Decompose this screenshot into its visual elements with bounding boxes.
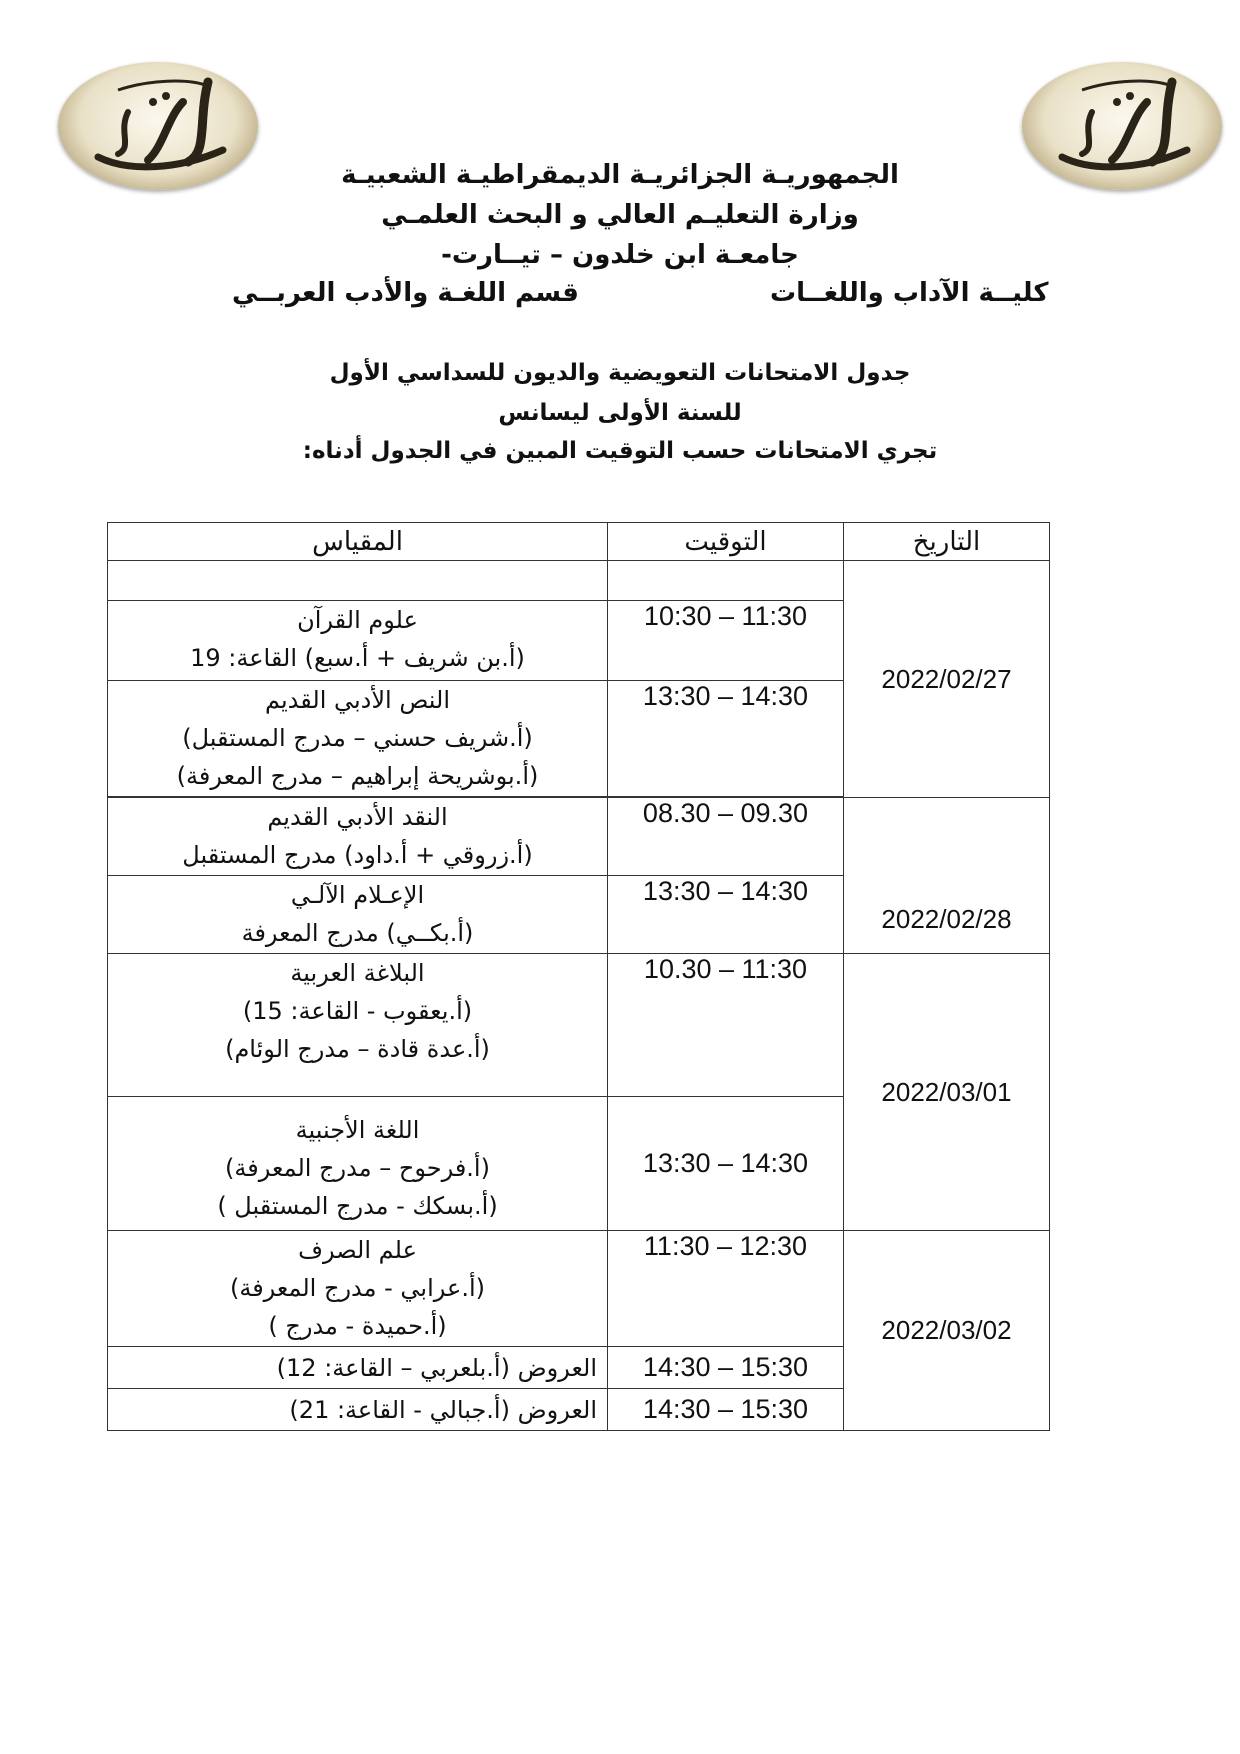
time-cell: 10.30 – 11:30 — [608, 954, 844, 1097]
subject-cell — [108, 1231, 608, 1347]
subject-title: علوم القرآن — [297, 606, 418, 634]
subject-cell — [108, 798, 608, 876]
subject-cell — [108, 681, 608, 797]
university-heading: جامعـة ابن خلدون – تيــارت- — [441, 240, 799, 270]
subject-title: الإعـلام الآلـي — [290, 881, 425, 909]
time-cell: 13:30 – 14:30 — [608, 876, 844, 954]
subject-title: اللغة الأجنبية — [295, 1116, 420, 1144]
table-row — [108, 954, 1050, 1097]
subject-detail: (أ.يعقوب - القاعة: 15) — [242, 997, 473, 1025]
faculty-label: كليــة الآداب واللغــات — [770, 278, 1049, 308]
subject-detail: (أ.زروقي + أ.داود) مدرج المستقبل — [182, 841, 533, 869]
subject-detail: (أ.عرابي - مدرج المعرفة) — [229, 1274, 486, 1302]
date-cell — [844, 798, 1050, 954]
schedule-note: تجري الامتحانات حسب التوقيت المبين في الجدول أدناه: — [302, 438, 938, 464]
subject-cell: العروض (أ.جبالي - القاعة: 21) — [108, 1389, 608, 1431]
subject-title: النقد الأدبي القديم — [267, 803, 448, 831]
schedule-year: للسنة الأولى ليسانس — [498, 400, 742, 426]
date-cell: 2022/02/27 — [844, 561, 1050, 798]
subject-cell — [108, 1097, 608, 1231]
subject-detail: (أ.بسكك - مدرج المستقبل ) — [217, 1192, 498, 1220]
subject-cell — [108, 954, 608, 1097]
time-cell: 13:30 – 14:30 — [608, 1097, 844, 1231]
subject-detail: (أ.بكــي) مدرج المعرفة — [241, 919, 474, 947]
empty-cell — [608, 561, 844, 601]
exam-schedule-table — [107, 522, 1050, 1431]
schedule-title: جدول الامتحانات التعويضية والديون للسداسي الأول — [329, 360, 911, 386]
department-label: قسم اللغـة والأدب العربــي — [232, 278, 579, 308]
date-cell: 2022/03/01 — [844, 954, 1050, 1231]
empty-cell — [108, 561, 608, 601]
time-cell: 10:30 – 11:30 — [608, 601, 844, 681]
time-cell: 11:30 – 12:30 — [608, 1231, 844, 1347]
subject-detail: (أ.بوشريحة إبراهيم – مدرج المعرفة) — [176, 762, 539, 790]
subject-detail: (أ.فرحوح – مدرج المعرفة) — [225, 1154, 490, 1182]
time-cell: 08.30 – 09.30 — [608, 798, 844, 876]
subject-title: النص الأدبي القديم — [265, 686, 450, 714]
subject-title: البلاغة العربية — [290, 959, 425, 987]
subject-detail: (أ.شريف حسني – مدرج المستقبل) — [182, 724, 533, 752]
time-cell: 14:30 – 15:30 — [608, 1389, 844, 1431]
subject-cell: العروض (أ.بلعربي – القاعة: 12) — [108, 1347, 608, 1389]
subject-cell — [108, 601, 608, 681]
time-cell: 13:30 – 14:30 — [608, 681, 844, 797]
subject-title: علم الصرف — [298, 1236, 417, 1264]
subject-cell — [108, 876, 608, 954]
header-subject: المقياس — [108, 523, 608, 561]
header-time: التوقيت — [608, 523, 844, 561]
table-row — [108, 798, 1050, 876]
date-cell: 2022/03/02 — [844, 1231, 1050, 1431]
republic-heading: الجمهوريـة الجزائريـة الديمقراطيـة الشعبيـة — [341, 160, 899, 190]
table-row — [108, 561, 1050, 601]
header-date: التاريخ — [844, 523, 1050, 561]
table-header-row — [108, 523, 1050, 561]
subject-detail: (أ.بن شريف + أ.سبع) القاعة: 19 — [190, 644, 525, 672]
time-cell: 14:30 – 15:30 — [608, 1347, 844, 1389]
ministry-heading: وزارة التعليـم العالي و البحث العلمـي — [381, 200, 859, 230]
subject-detail: (أ.حميدة - مدرج ) — [268, 1312, 447, 1340]
table-row — [108, 1231, 1050, 1347]
subject-detail: (أ.عدة قادة – مدرج الوئام) — [225, 1035, 490, 1063]
date-text: 2022/02/28 — [881, 904, 1012, 934]
